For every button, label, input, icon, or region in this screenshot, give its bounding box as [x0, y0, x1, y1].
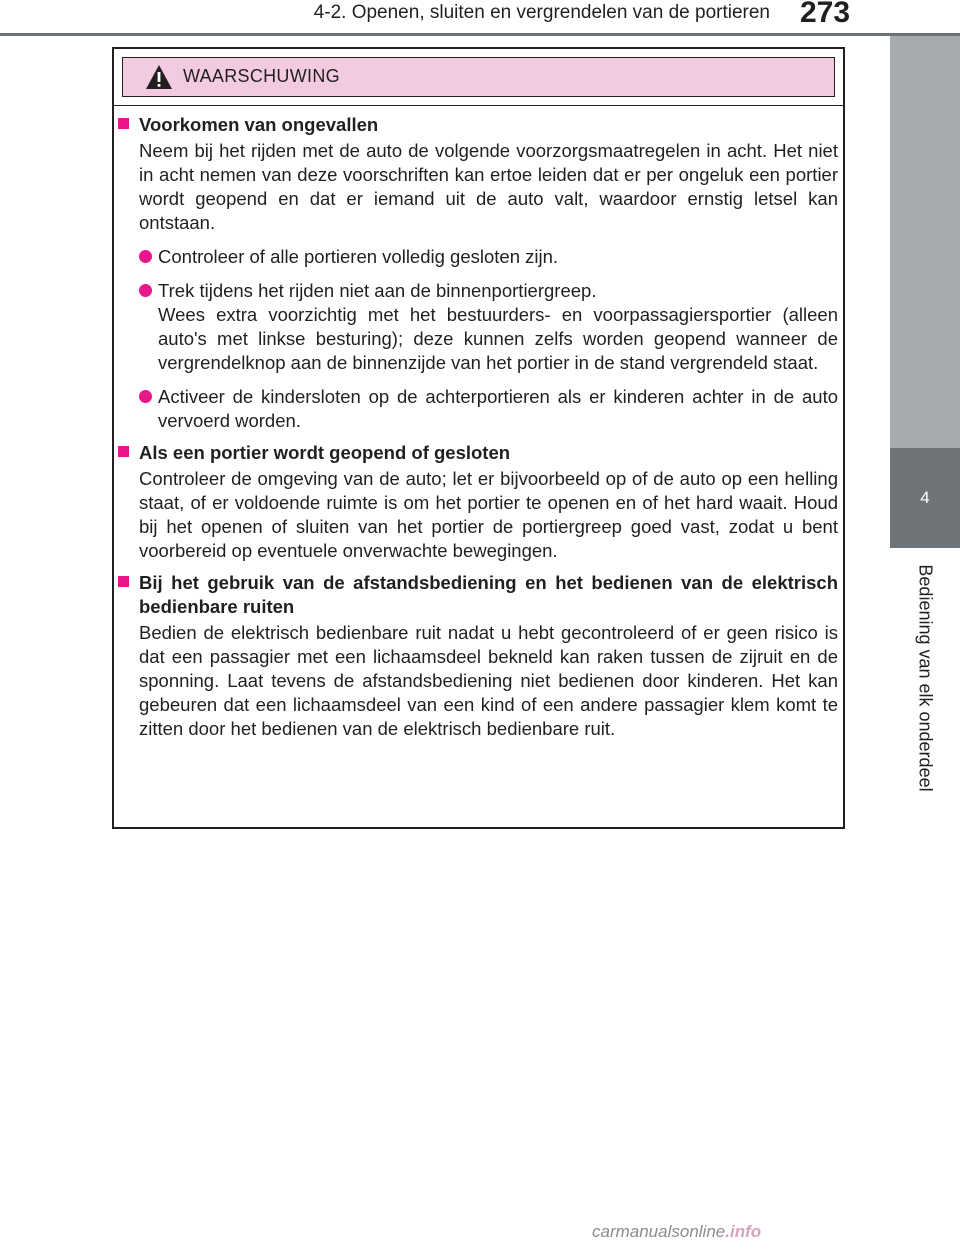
warning-header [122, 57, 835, 97]
list-item-text: Activeer de kindersloten op de achterportieren als er kinderen achter in de auto vervoerd worden. [158, 386, 838, 431]
chapter-label: Bediening van elk onderdeel [915, 564, 936, 792]
list-item-text: Controleer of alle portieren volledig gesloten zijn. [158, 246, 559, 267]
warning-triangle-icon [145, 64, 173, 90]
side-tab-chapter[interactable] [890, 448, 960, 548]
warning-content [118, 109, 838, 741]
warning-title: WAARSCHUWING [183, 66, 340, 86]
watermark[interactable] [592, 1222, 761, 1242]
side-tab-upper [890, 36, 960, 448]
page-number: 273 [800, 0, 851, 29]
list-item [118, 385, 838, 433]
list-item-extra-text: Wees extra voorzichtig met het bestuurders- en voorpassagiersportier (alleen auto's met linkse besturing); deze kunnen zelfs worden geopend wanneer de vergrendelknop aan de binnenzijde van het portier in de stand vergrendeld staat. [158, 304, 838, 373]
section-heading-text: Voorkomen van ongevallen [139, 114, 379, 135]
list-item [118, 245, 838, 269]
watermark-prefix: carmanualsonline [592, 1222, 726, 1241]
section-heading-text: Als een portier wordt geopend of gesloten [139, 442, 511, 463]
warning-header-rule [114, 105, 843, 106]
dot-bullet-icon [139, 284, 152, 297]
section-title: 4-2. Openen, sluiten en vergrendelen van de portieren [313, 2, 770, 23]
square-bullet-icon [118, 118, 129, 129]
square-bullet-icon [118, 446, 129, 457]
section-heading [118, 113, 838, 137]
section-text: Neem bij het rijden met de auto de volgende voorzorgsmaatregelen in acht. Het niet in acht nemen van deze voorschriften kan ertoe leiden dat er per ongeluk een portier wordt geopend en dat er iemand uit de auto valt, waardoor ernstig letsel kan ontstaan. [139, 140, 838, 233]
list-item [118, 279, 838, 375]
section-text: Bedien de elektrisch bedienbare ruit nadat u hebt gecontroleerd of er geen risico is dat een passagier met een lichaamsdeel bekneld kan raken tussen de zijruit en de sponning. Laat tevens de afstandsbediening niet bedienen door kinderen. Het kan gebeuren dat een lichaamsdeel van een kind of een andere passagier klem komt te zitten door het bedienen van de elektrisch bedienbare ruit. [139, 622, 838, 739]
dot-bullet-icon [139, 390, 152, 403]
list-item-text: Trek tijdens het rijden niet aan de binnenportiergreep. [158, 280, 597, 301]
chapter-number: 4 [920, 488, 930, 507]
side-label-wrap [890, 548, 960, 808]
header-rule [0, 33, 960, 36]
section-heading [118, 441, 838, 465]
section-heading [118, 571, 838, 619]
section-text: Controleer de omgeving van de auto; let er bijvoorbeeld op of de auto op een helling staat, of er voldoende ruimte is om het portier te openen en of het hard waait. Houd bij het openen of sluiten van het portier de portiergreep goed vast, zodat u bent voorbereid op eventuele onverwachte bewegingen. [139, 468, 838, 561]
warning-box [112, 47, 845, 829]
dot-bullet-icon [139, 250, 152, 263]
watermark-suffix: .info [725, 1222, 762, 1241]
section-heading-text: Bij het gebruik van de afstandsbediening en het bedienen van de elektrisch bedienbare ruiten [139, 572, 838, 617]
square-bullet-icon [118, 576, 129, 587]
